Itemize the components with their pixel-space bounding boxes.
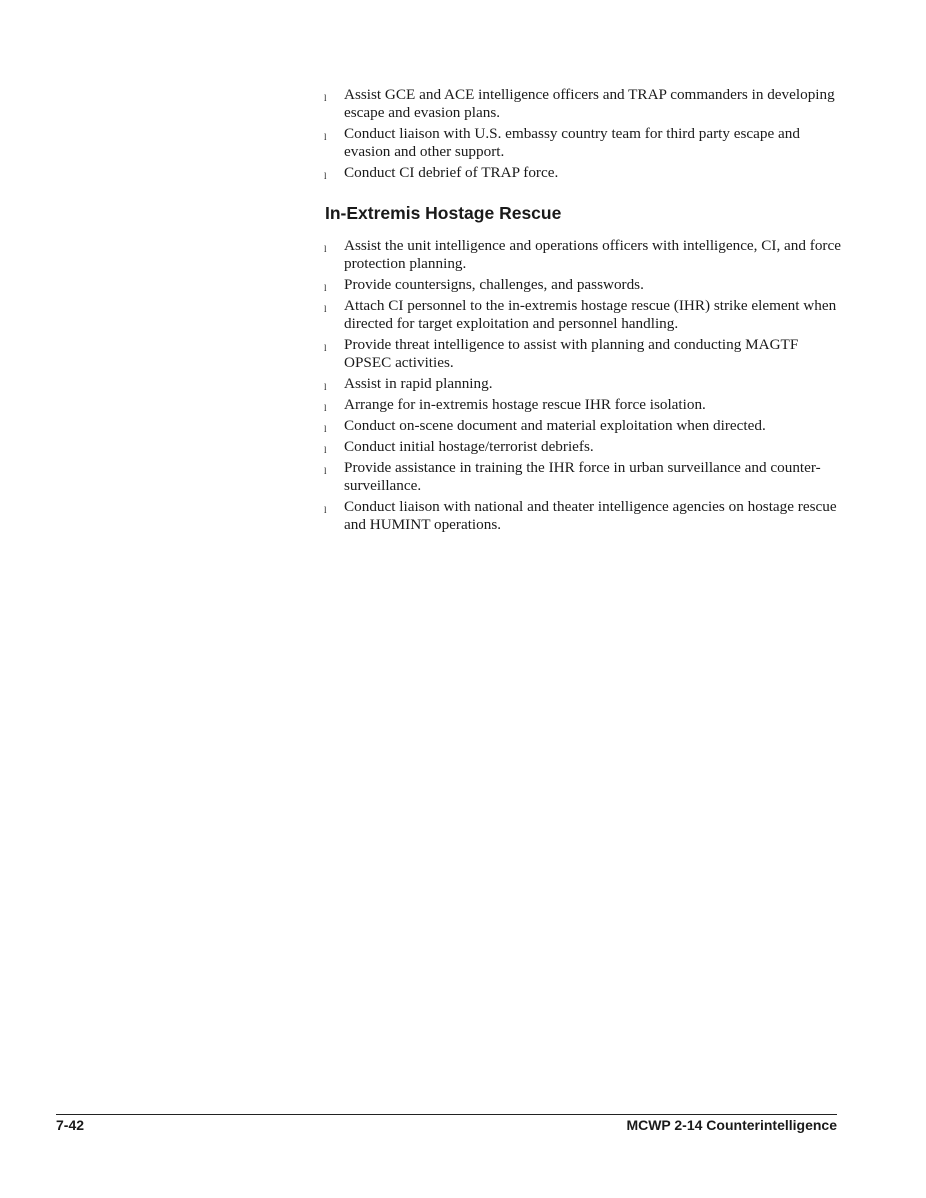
list-item — [324, 297, 844, 333]
bullet-icon: l — [324, 171, 327, 181]
list-item — [324, 276, 844, 294]
bullet-icon: l — [324, 132, 327, 142]
list-item-text: Provide threat intelligence to assist with planning and conducting MAGTF OPSEC activities. — [344, 336, 799, 371]
list-item — [324, 125, 844, 161]
bullet-icon: l — [324, 343, 327, 353]
list-item — [324, 375, 844, 393]
bullet-icon: l — [324, 382, 327, 392]
bullet-icon: l — [324, 403, 327, 413]
bullet-icon: l — [324, 93, 327, 103]
bullet-icon: l — [324, 424, 327, 434]
list-item-text: Conduct liaison with national and theater intelligence agencies on hostage rescue and HUMINT operations. — [344, 498, 837, 533]
list-item-text: Attach CI personnel to the in-extremis hostage rescue (IHR) strike element when directed for target exploitation and personnel handling. — [344, 297, 837, 332]
list-item — [324, 459, 844, 495]
list-item-text: Conduct liaison with U.S. embassy country team for third party escape and evasion and other support. — [344, 125, 800, 160]
intro-bullet-list — [324, 86, 844, 182]
list-item — [324, 237, 844, 273]
list-item-text: Provide assistance in training the IHR force in urban surveillance and counter-surveillance. — [344, 459, 821, 494]
list-item-text: Conduct CI debrief of TRAP force. — [344, 164, 559, 181]
list-item-text: Assist GCE and ACE intelligence officers and TRAP commanders in developing escape and evasion plans. — [344, 86, 835, 121]
footer-divider — [56, 1114, 837, 1115]
list-item — [324, 86, 844, 122]
page-number: 7-42 — [56, 1117, 85, 1133]
bullet-icon: l — [324, 244, 327, 254]
list-item — [324, 396, 844, 414]
section-bullet-list — [324, 237, 844, 534]
bullet-icon: l — [324, 304, 327, 314]
list-item — [324, 438, 844, 456]
list-item — [324, 164, 844, 182]
publication-title: MCWP 2-14 Counterintelligence — [626, 1117, 837, 1133]
section-heading: In-Extremis Hostage Rescue — [325, 203, 562, 223]
list-item-text: Arrange for in-extremis hostage rescue IHR force isolation. — [344, 396, 706, 413]
bullet-icon: l — [324, 283, 327, 293]
bullet-icon: l — [324, 445, 327, 455]
list-item-text: Assist the unit intelligence and operations officers with intelligence, CI, and force protection planning. — [344, 237, 841, 272]
list-item — [324, 498, 844, 534]
list-item-text: Assist in rapid planning. — [344, 375, 493, 392]
page-content — [324, 86, 844, 537]
bullet-icon: l — [324, 466, 327, 476]
list-item-text: Conduct on-scene document and material exploitation when directed. — [344, 417, 766, 434]
list-item-text: Conduct initial hostage/terrorist debriefs. — [344, 438, 594, 455]
list-item — [324, 336, 844, 372]
list-item — [324, 417, 844, 435]
bullet-icon: l — [324, 505, 327, 515]
list-item-text: Provide countersigns, challenges, and passwords. — [344, 276, 644, 293]
